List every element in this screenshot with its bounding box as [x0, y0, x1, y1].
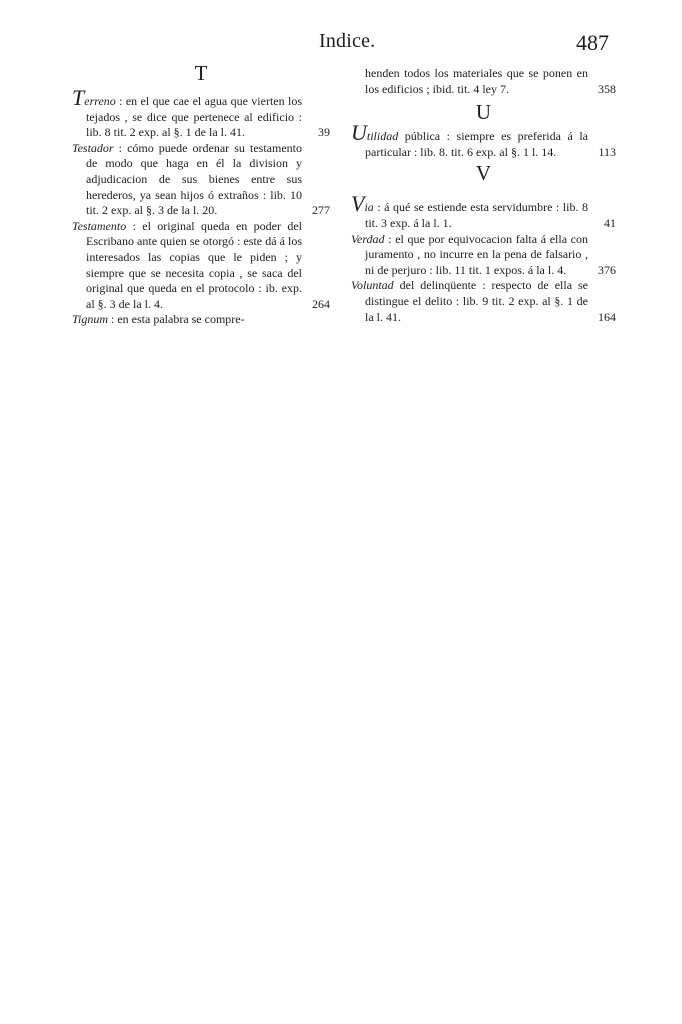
entry-page-ref: 39	[318, 125, 330, 140]
index-entry: Via : á qué se estiende esta servidumbre : lib. 8 tit. 3 exp. á la l. 1. 41	[351, 191, 616, 230]
entry-page-ref: 376	[598, 262, 616, 277]
entry-page-ref: 113	[598, 144, 616, 159]
right-column	[351, 66, 616, 325]
entry-page-ref: 41	[604, 215, 616, 230]
section-letter-v: V	[475, 161, 492, 186]
index-entry: Utilidad pública : siempre es preferida á la particular : lib. 8. tit. 6 exp. al §. 1 l. 14. 113	[351, 120, 616, 159]
entry-page-ref: 264	[312, 296, 330, 311]
entry-page-ref: 277	[312, 203, 330, 218]
index-entry: Voluntad del delinqüente : respecto de ella se distingue el delito : lib. 9 tit. 2 exp. al §. 1 de la l. 41. 164	[351, 278, 616, 324]
index-entry: Testador : cómo puede ordenar su testamento de modo que haga en él la division y adjudicacion de sus bienes entre sus herederos, ya sean hijos ó extraños : lib. 10 tit. 2 exp. al §. 3 de la l. 20. 277	[72, 140, 330, 218]
entry-page-ref: 358	[598, 81, 616, 96]
index-entry: Verdad : el que por equivocacion falta á ella con juramento , no incurre en la pena de falsario , ni de perjuro : lib. 11 tit. 1 expos. á la l. 4. 376	[351, 231, 616, 277]
index-entry: Terreno : en el que cae el agua que vierten los tejados , se dice que pertenece al edificio : lib. 8 tit. 2 exp. al §. 1 de la l. 41. 39	[72, 85, 330, 140]
section-letter-u: U	[475, 100, 492, 125]
page-number: 487	[576, 30, 609, 55]
left-column	[72, 60, 330, 328]
section-letter-t: T	[194, 61, 208, 85]
index-entry-continuation: henden todos los materiales que se ponen en los edificios ; ibid. tit. 4 ley 7. 358	[365, 66, 616, 96]
index-entry: Tignum : en esta palabra se compre-	[72, 312, 245, 327]
entry-page-ref: 164	[598, 309, 616, 324]
index-entry: Testamento : el original queda en poder del Escribano ante quien se otorgó : este dá á los interesados las copias que le piden ; y siempre que se necesita copia , se saca del original que queda en el protocolo : ib. exp. al §. 3 de la l. 4. 264	[72, 218, 330, 311]
running-head: Indice.	[319, 30, 376, 52]
